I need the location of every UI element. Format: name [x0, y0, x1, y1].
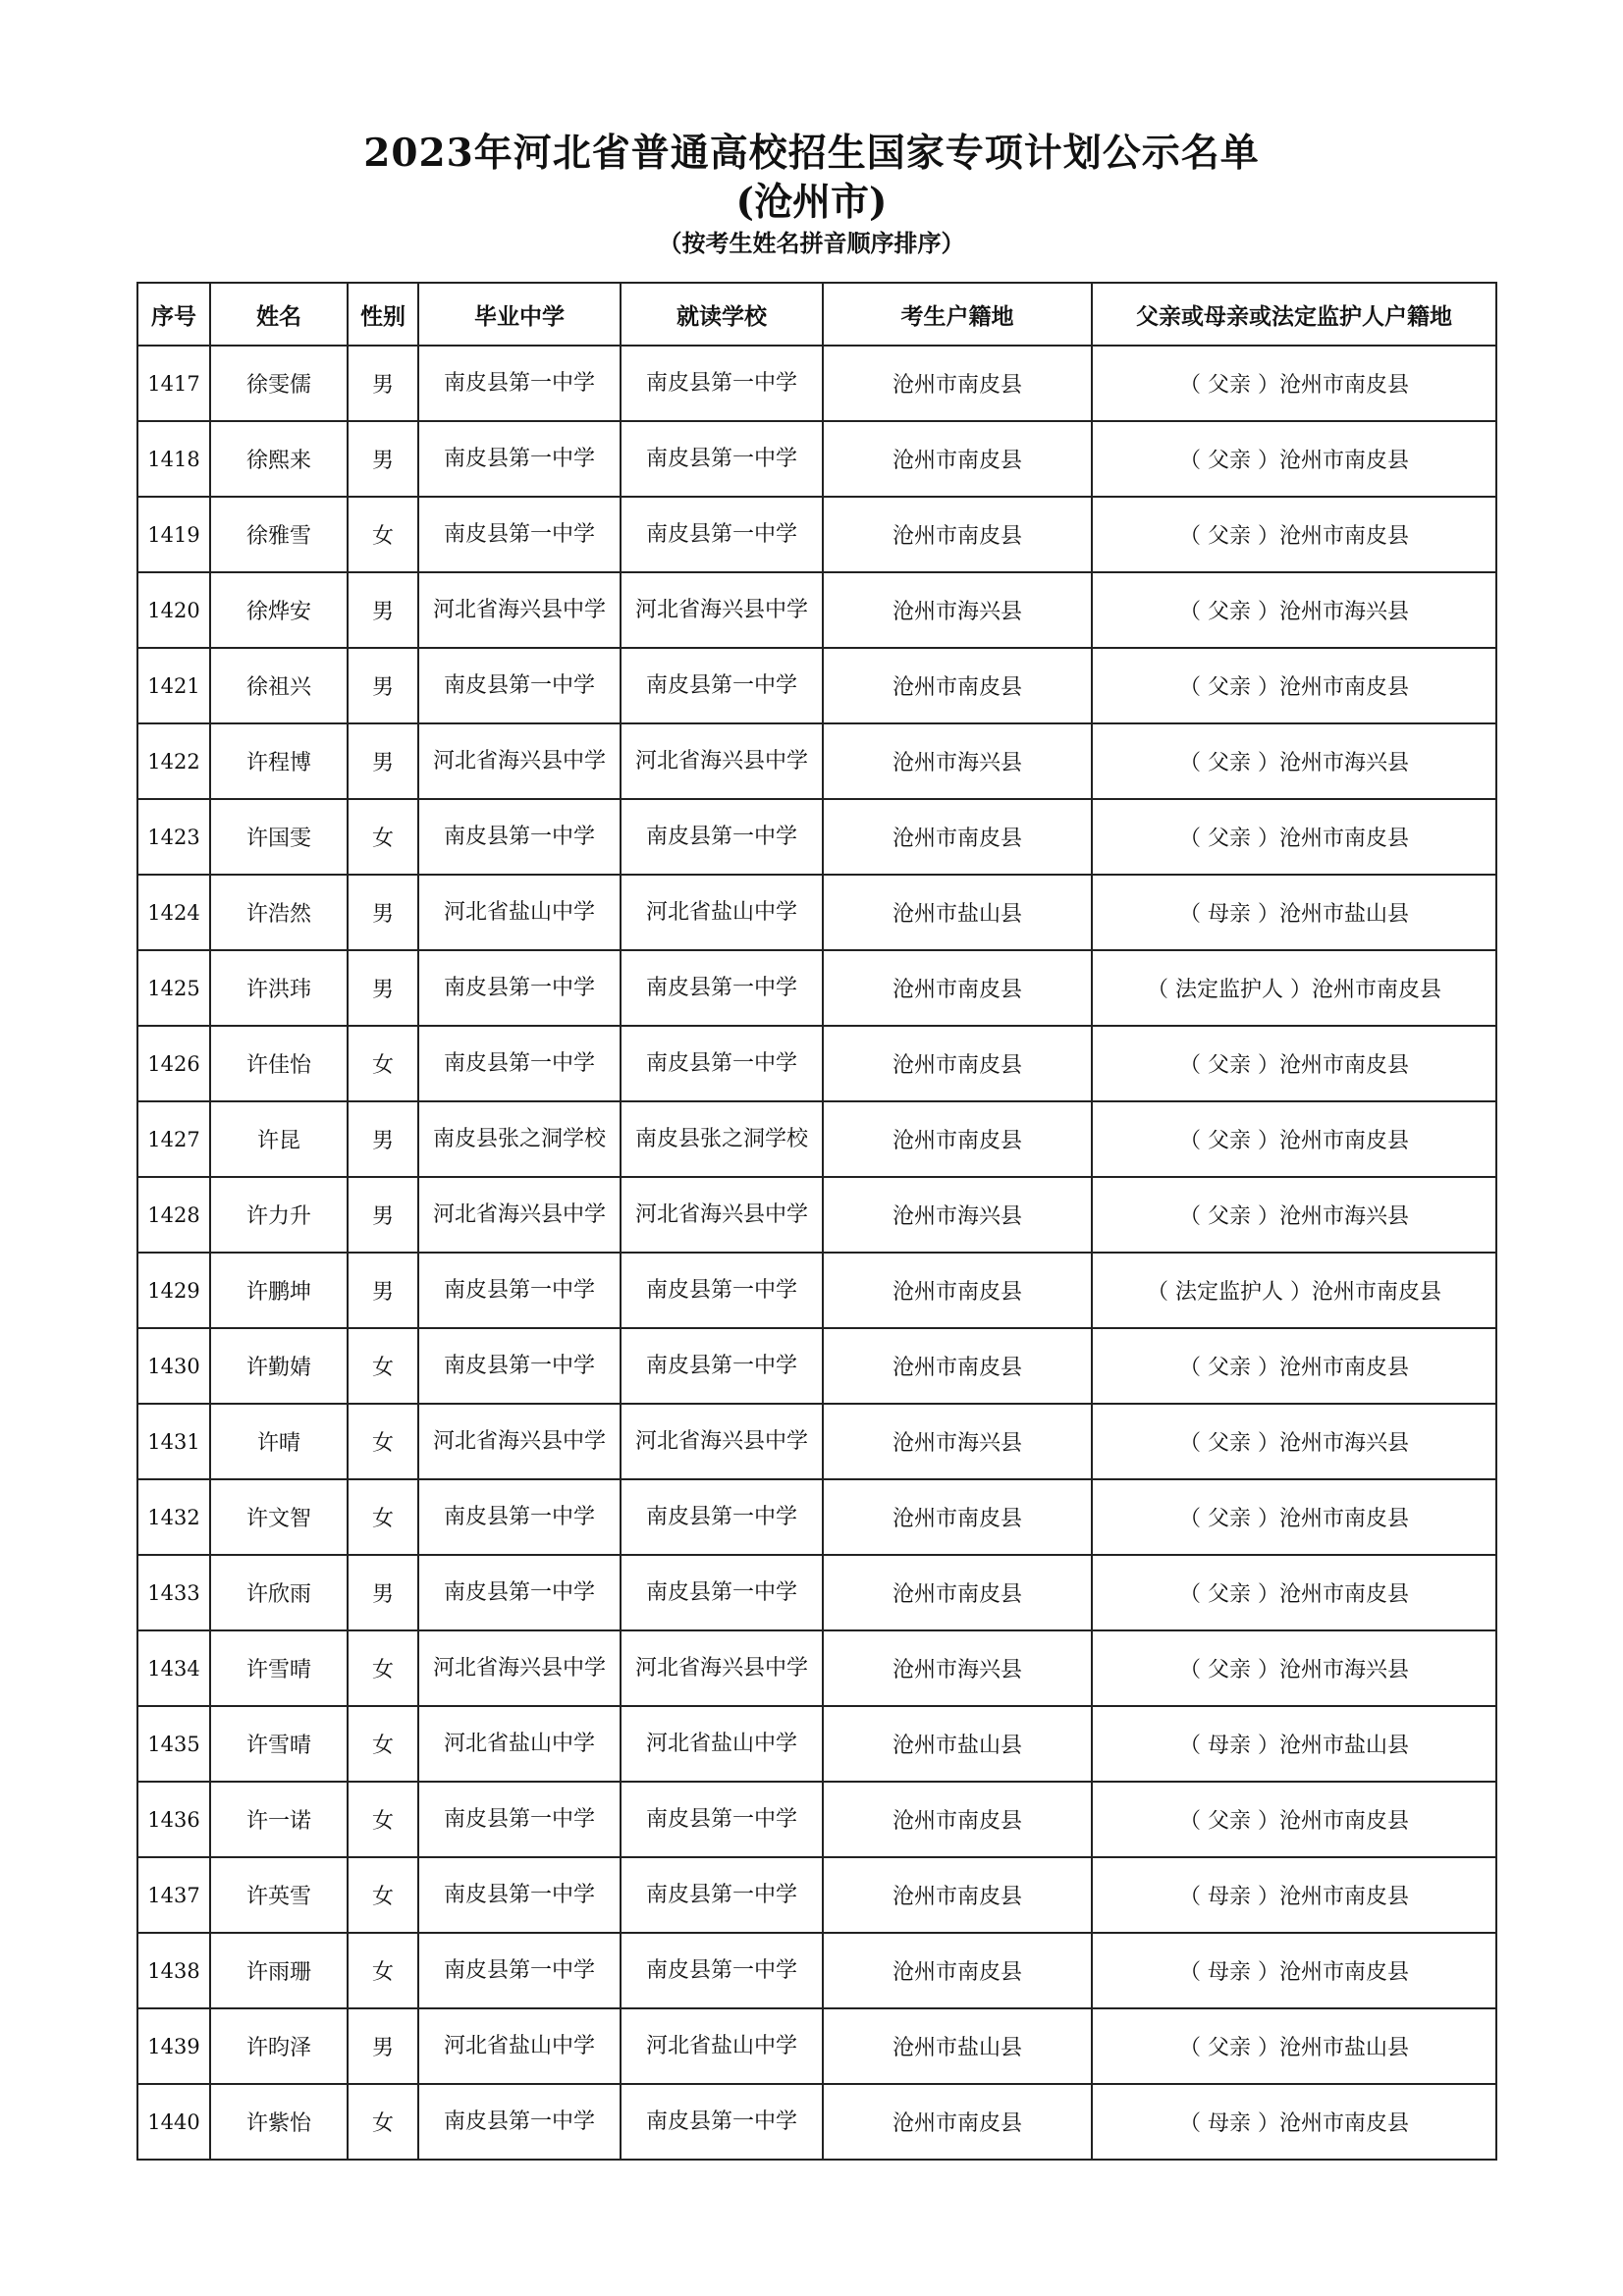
cell-study-school: 河北省盐山中学 [621, 1706, 823, 1782]
column-header-name: 姓名 [210, 283, 348, 346]
cell-grad-school: 河北省盐山中学 [418, 1706, 621, 1782]
cell-hukou: 沧州市海兴县 [823, 572, 1092, 648]
cell-no: 1420 [137, 572, 210, 648]
cell-no: 1421 [137, 648, 210, 723]
cell-grad-school: 南皮县第一中学 [418, 1253, 621, 1328]
cell-sex: 女 [348, 1630, 418, 1706]
cell-parent-hukou: （ 父亲 ）沧州市南皮县 [1092, 346, 1496, 421]
cell-name: 许鹏坤 [210, 1253, 348, 1328]
cell-grad-school: 南皮县第一中学 [418, 497, 621, 572]
cell-sex: 男 [348, 1555, 418, 1630]
cell-hukou: 沧州市南皮县 [823, 1479, 1092, 1555]
cell-sex: 女 [348, 1857, 418, 1933]
cell-hukou: 沧州市南皮县 [823, 421, 1092, 497]
cell-no: 1428 [137, 1177, 210, 1253]
cell-grad-school: 河北省海兴县中学 [418, 1630, 621, 1706]
cell-grad-school: 河北省海兴县中学 [418, 1177, 621, 1253]
cell-no: 1419 [137, 497, 210, 572]
cell-sex: 女 [348, 2084, 418, 2160]
table-row [137, 572, 1496, 648]
cell-grad-school: 河北省盐山中学 [418, 875, 621, 950]
cell-hukou: 沧州市南皮县 [823, 497, 1092, 572]
cell-no: 1424 [137, 875, 210, 950]
cell-sex: 男 [348, 1177, 418, 1253]
cell-grad-school: 南皮县第一中学 [418, 346, 621, 421]
cell-study-school: 南皮县张之洞学校 [621, 1101, 823, 1177]
cell-name: 许紫怡 [210, 2084, 348, 2160]
cell-grad-school: 南皮县第一中学 [418, 1479, 621, 1555]
cell-name: 许洪玮 [210, 950, 348, 1026]
cell-no: 1438 [137, 1933, 210, 2008]
page-title: 2023年河北省普通高校招生国家专项计划公示名单 [363, 131, 1260, 176]
cell-name: 徐祖兴 [210, 648, 348, 723]
cell-grad-school: 河北省海兴县中学 [418, 723, 621, 799]
column-header-hukou: 考生户籍地 [823, 283, 1092, 346]
column-header-study-school: 就读学校 [621, 283, 823, 346]
cell-parent-hukou: （ 父亲 ）沧州市海兴县 [1092, 1404, 1496, 1479]
cell-hukou: 沧州市南皮县 [823, 648, 1092, 723]
cell-hukou: 沧州市南皮县 [823, 1328, 1092, 1404]
cell-study-school: 南皮县第一中学 [621, 1933, 823, 2008]
cell-hukou: 沧州市南皮县 [823, 2084, 1092, 2160]
cell-parent-hukou: （ 父亲 ）沧州市南皮县 [1092, 1479, 1496, 1555]
cell-no: 1418 [137, 421, 210, 497]
cell-hukou: 沧州市盐山县 [823, 2008, 1092, 2084]
cell-no: 1422 [137, 723, 210, 799]
cell-sex: 女 [348, 1933, 418, 2008]
cell-study-school: 河北省海兴县中学 [621, 723, 823, 799]
table-row [137, 346, 1496, 421]
cell-parent-hukou: （ 父亲 ）沧州市南皮县 [1092, 1101, 1496, 1177]
cell-grad-school: 南皮县第一中学 [418, 1026, 621, 1101]
cell-study-school: 河北省盐山中学 [621, 2008, 823, 2084]
table-row [137, 799, 1496, 875]
table-row [137, 421, 1496, 497]
cell-parent-hukou: （ 父亲 ）沧州市南皮县 [1092, 497, 1496, 572]
cell-grad-school: 南皮县第一中学 [418, 1782, 621, 1857]
cell-hukou: 沧州市南皮县 [823, 1933, 1092, 2008]
cell-parent-hukou: （ 法定监护人 ）沧州市南皮县 [1092, 950, 1496, 1026]
table-row [137, 875, 1496, 950]
cell-hukou: 沧州市南皮县 [823, 1555, 1092, 1630]
cell-parent-hukou: （ 父亲 ）沧州市海兴县 [1092, 1630, 1496, 1706]
cell-study-school: 南皮县第一中学 [621, 2084, 823, 2160]
cell-sex: 女 [348, 1404, 418, 1479]
cell-grad-school: 南皮县第一中学 [418, 1555, 621, 1630]
cell-name: 许文智 [210, 1479, 348, 1555]
table-row [137, 723, 1496, 799]
cell-parent-hukou: （ 父亲 ）沧州市南皮县 [1092, 799, 1496, 875]
cell-parent-hukou: （ 父亲 ）沧州市南皮县 [1092, 1555, 1496, 1630]
cell-grad-school: 南皮县第一中学 [418, 950, 621, 1026]
cell-parent-hukou: （ 父亲 ）沧州市盐山县 [1092, 2008, 1496, 2084]
cell-no: 1431 [137, 1404, 210, 1479]
cell-no: 1437 [137, 1857, 210, 1933]
cell-name: 许国雯 [210, 799, 348, 875]
table-body [137, 346, 1496, 2160]
cell-study-school: 南皮县第一中学 [621, 346, 823, 421]
cell-hukou: 沧州市南皮县 [823, 950, 1092, 1026]
cell-no: 1434 [137, 1630, 210, 1706]
cell-name: 许晴 [210, 1404, 348, 1479]
cell-study-school: 南皮县第一中学 [621, 1253, 823, 1328]
cell-hukou: 沧州市南皮县 [823, 1253, 1092, 1328]
cell-hukou: 沧州市南皮县 [823, 1782, 1092, 1857]
cell-sex: 女 [348, 1479, 418, 1555]
roster-table [136, 282, 1497, 2161]
cell-no: 1423 [137, 799, 210, 875]
cell-sex: 男 [348, 875, 418, 950]
cell-name: 许佳怡 [210, 1026, 348, 1101]
table-row [137, 1933, 1496, 2008]
page-subtitle: (沧州市) [735, 180, 888, 225]
table-row [137, 1404, 1496, 1479]
cell-study-school: 河北省海兴县中学 [621, 572, 823, 648]
cell-study-school: 河北省海兴县中学 [621, 1177, 823, 1253]
cell-grad-school: 南皮县第一中学 [418, 421, 621, 497]
cell-parent-hukou: （ 母亲 ）沧州市盐山县 [1092, 1706, 1496, 1782]
cell-sex: 男 [348, 2008, 418, 2084]
cell-no: 1417 [137, 346, 210, 421]
table-row [137, 1101, 1496, 1177]
cell-sex: 男 [348, 1101, 418, 1177]
cell-sex: 男 [348, 572, 418, 648]
table-row [137, 1253, 1496, 1328]
table-row [137, 1555, 1496, 1630]
table-row [137, 1706, 1496, 1782]
cell-parent-hukou: （ 母亲 ）沧州市南皮县 [1092, 1933, 1496, 2008]
cell-name: 许欣雨 [210, 1555, 348, 1630]
column-header-no: 序号 [137, 283, 210, 346]
cell-sex: 男 [348, 346, 418, 421]
cell-hukou: 沧州市南皮县 [823, 346, 1092, 421]
cell-study-school: 南皮县第一中学 [621, 1782, 823, 1857]
cell-study-school: 南皮县第一中学 [621, 1026, 823, 1101]
cell-name: 许雪晴 [210, 1630, 348, 1706]
cell-sex: 男 [348, 421, 418, 497]
cell-name: 许雨珊 [210, 1933, 348, 2008]
table-row [137, 1479, 1496, 1555]
cell-hukou: 沧州市海兴县 [823, 1630, 1092, 1706]
cell-study-school: 南皮县第一中学 [621, 1328, 823, 1404]
cell-name: 许英雪 [210, 1857, 348, 1933]
cell-no: 1433 [137, 1555, 210, 1630]
cell-sex: 男 [348, 950, 418, 1026]
cell-parent-hukou: （ 父亲 ）沧州市南皮县 [1092, 648, 1496, 723]
cell-parent-hukou: （ 母亲 ）沧州市盐山县 [1092, 875, 1496, 950]
cell-name: 许雪晴 [210, 1706, 348, 1782]
table-row [137, 2008, 1496, 2084]
cell-grad-school: 南皮县张之洞学校 [418, 1101, 621, 1177]
table-header-row [137, 283, 1496, 346]
cell-parent-hukou: （ 母亲 ）沧州市南皮县 [1092, 1857, 1496, 1933]
cell-parent-hukou: （ 父亲 ）沧州市南皮县 [1092, 1026, 1496, 1101]
cell-no: 1429 [137, 1253, 210, 1328]
table-row [137, 1328, 1496, 1404]
cell-sex: 女 [348, 497, 418, 572]
cell-parent-hukou: （ 父亲 ）沧州市南皮县 [1092, 1328, 1496, 1404]
cell-parent-hukou: （ 父亲 ）沧州市海兴县 [1092, 723, 1496, 799]
cell-parent-hukou: （ 法定监护人 ）沧州市南皮县 [1092, 1253, 1496, 1328]
cell-name: 许昆 [210, 1101, 348, 1177]
cell-no: 1435 [137, 1706, 210, 1782]
cell-study-school: 南皮县第一中学 [621, 950, 823, 1026]
cell-no: 1427 [137, 1101, 210, 1177]
cell-name: 许力升 [210, 1177, 348, 1253]
cell-grad-school: 南皮县第一中学 [418, 2084, 621, 2160]
cell-grad-school: 河北省海兴县中学 [418, 572, 621, 648]
cell-sex: 女 [348, 1026, 418, 1101]
table-row [137, 1177, 1496, 1253]
cell-parent-hukou: （ 父亲 ）沧州市海兴县 [1092, 1177, 1496, 1253]
cell-name: 许一诺 [210, 1782, 348, 1857]
cell-study-school: 南皮县第一中学 [621, 1555, 823, 1630]
cell-hukou: 沧州市海兴县 [823, 1177, 1092, 1253]
table-row [137, 1857, 1496, 1933]
cell-hukou: 沧州市盐山县 [823, 875, 1092, 950]
cell-sex: 女 [348, 799, 418, 875]
cell-grad-school: 河北省海兴县中学 [418, 1404, 621, 1479]
table-row [137, 1026, 1496, 1101]
cell-name: 徐熙来 [210, 421, 348, 497]
cell-parent-hukou: （ 父亲 ）沧州市海兴县 [1092, 572, 1496, 648]
cell-hukou: 沧州市南皮县 [823, 799, 1092, 875]
cell-grad-school: 南皮县第一中学 [418, 799, 621, 875]
cell-no: 1432 [137, 1479, 210, 1555]
cell-study-school: 南皮县第一中学 [621, 497, 823, 572]
cell-no: 1426 [137, 1026, 210, 1101]
column-header-grad-school: 毕业中学 [418, 283, 621, 346]
cell-name: 许程博 [210, 723, 348, 799]
cell-no: 1440 [137, 2084, 210, 2160]
cell-no: 1430 [137, 1328, 210, 1404]
cell-name: 徐烨安 [210, 572, 348, 648]
cell-study-school: 南皮县第一中学 [621, 648, 823, 723]
cell-sex: 女 [348, 1706, 418, 1782]
cell-parent-hukou: （ 母亲 ）沧州市南皮县 [1092, 2084, 1496, 2160]
cell-study-school: 南皮县第一中学 [621, 1857, 823, 1933]
cell-study-school: 南皮县第一中学 [621, 1479, 823, 1555]
cell-study-school: 河北省海兴县中学 [621, 1404, 823, 1479]
cell-grad-school: 河北省盐山中学 [418, 2008, 621, 2084]
table-row [137, 497, 1496, 572]
cell-no: 1425 [137, 950, 210, 1026]
cell-grad-school: 南皮县第一中学 [418, 1933, 621, 2008]
cell-hukou: 沧州市海兴县 [823, 1404, 1092, 1479]
cell-sex: 男 [348, 1253, 418, 1328]
cell-parent-hukou: （ 父亲 ）沧州市南皮县 [1092, 1782, 1496, 1857]
cell-sex: 女 [348, 1328, 418, 1404]
cell-grad-school: 南皮县第一中学 [418, 1328, 621, 1404]
cell-hukou: 沧州市南皮县 [823, 1101, 1092, 1177]
column-header-parent-hukou: 父亲或母亲或法定监护人户籍地 [1092, 283, 1496, 346]
cell-hukou: 沧州市海兴县 [823, 723, 1092, 799]
table-row [137, 648, 1496, 723]
cell-grad-school: 南皮县第一中学 [418, 1857, 621, 1933]
table-row [137, 2084, 1496, 2160]
cell-sex: 女 [348, 1782, 418, 1857]
cell-study-school: 河北省海兴县中学 [621, 1630, 823, 1706]
table-row [137, 950, 1496, 1026]
sort-note: （按考生姓名拼音顺序排序） [658, 230, 965, 257]
cell-sex: 男 [348, 723, 418, 799]
cell-name: 徐雯儒 [210, 346, 348, 421]
cell-no: 1436 [137, 1782, 210, 1857]
cell-hukou: 沧州市盐山县 [823, 1706, 1092, 1782]
cell-study-school: 南皮县第一中学 [621, 421, 823, 497]
cell-name: 许浩然 [210, 875, 348, 950]
cell-sex: 男 [348, 648, 418, 723]
cell-study-school: 南皮县第一中学 [621, 799, 823, 875]
cell-study-school: 河北省盐山中学 [621, 875, 823, 950]
cell-parent-hukou: （ 父亲 ）沧州市南皮县 [1092, 421, 1496, 497]
cell-grad-school: 南皮县第一中学 [418, 648, 621, 723]
table-row [137, 1782, 1496, 1857]
cell-name: 许昀泽 [210, 2008, 348, 2084]
table-row [137, 1630, 1496, 1706]
cell-no: 1439 [137, 2008, 210, 2084]
cell-hukou: 沧州市南皮县 [823, 1026, 1092, 1101]
cell-name: 许勤婧 [210, 1328, 348, 1404]
cell-hukou: 沧州市南皮县 [823, 1857, 1092, 1933]
cell-name: 徐雅雪 [210, 497, 348, 572]
column-header-sex: 性别 [348, 283, 418, 346]
